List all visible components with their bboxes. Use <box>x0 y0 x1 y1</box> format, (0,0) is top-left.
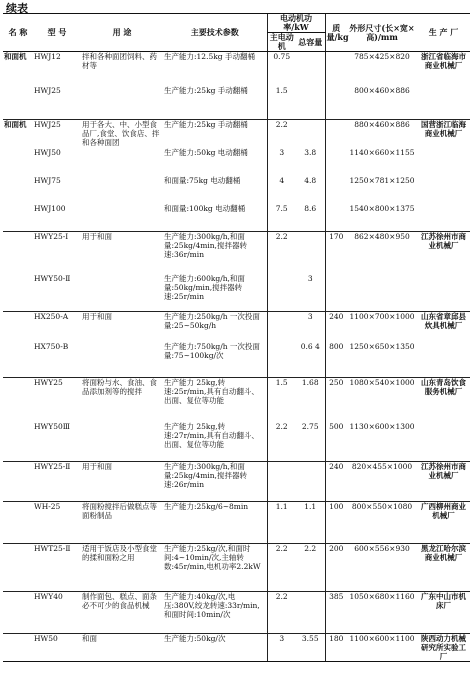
table-row <box>3 86 470 120</box>
cell-total: 1.68 <box>296 378 325 422</box>
cell-mass: 250 <box>325 378 347 422</box>
cell-main: 3 <box>267 148 296 176</box>
cell-total: 0.6 4 <box>300 341 320 351</box>
cell-main: 2.2 <box>267 592 296 634</box>
cell-name <box>3 634 33 662</box>
cell-mass <box>325 176 347 204</box>
cell-total: 3 <box>307 273 313 283</box>
cell-name <box>3 312 33 342</box>
table-row <box>3 312 470 342</box>
cell-use: 用于和面 <box>81 312 163 342</box>
cell-model: HWY25-Ⅰ <box>33 232 81 274</box>
cell-dims: 1140×660×1155 <box>349 147 415 157</box>
cell-use <box>81 86 163 120</box>
cell-main: 1.1 <box>267 502 296 544</box>
table-row <box>3 592 470 634</box>
cell-model: HWY40 <box>33 592 81 634</box>
table-row <box>3 120 470 148</box>
cell-params: 生产能力 25kg,转速:27r/min,具有自动翻斗、出面、复位等功能 <box>164 421 259 449</box>
table-row <box>3 422 470 462</box>
cell-name <box>3 502 33 544</box>
cell-mass: 240 <box>325 462 347 502</box>
cell-mass <box>325 204 347 232</box>
cell-mass: 500 <box>325 422 347 462</box>
cell-model: HWJ100 <box>34 203 66 213</box>
cell-mass <box>325 120 347 148</box>
cell-total: 1.1 <box>296 502 325 544</box>
cell-use: 和面 <box>81 634 163 662</box>
cell-dims: 1250×650×1350 <box>349 341 415 351</box>
cell-dims: 785×425×820 <box>347 52 417 86</box>
table-row <box>3 342 470 378</box>
cell-mfr <box>417 274 470 312</box>
cell-mass <box>325 52 347 86</box>
cell-mfr <box>417 86 470 120</box>
cell-name <box>3 544 33 592</box>
header-dims: 外形尺寸(长×宽×高)/mm <box>347 14 417 52</box>
header-use: 用 途 <box>81 14 163 52</box>
cell-params: 生产能力 25kg,转速:25r/min,具有自动翻斗、出面、复位等功能 <box>163 378 267 422</box>
cell-dims <box>347 274 417 312</box>
cell-mfr <box>417 342 470 378</box>
header-power: 电动机功率/kW <box>267 14 325 33</box>
cell-params: 生产能力:300kg/h,和面量:25kg/4min,搅拌器转速:36r/min <box>163 232 267 274</box>
table-row <box>3 502 470 544</box>
cell-name <box>3 148 33 176</box>
cell-model: WH-25 <box>33 502 81 544</box>
cell-mass <box>325 86 347 120</box>
cell-mfr: 浙江省临海市商业机械厂 <box>417 52 470 86</box>
cell-mfr: 江苏徐州市商业机械厂 <box>417 462 470 502</box>
cell-model: HW50 <box>33 634 81 662</box>
cell-dims: 1100×600×1100 <box>347 634 417 662</box>
cell-dims: 1100×700×1000 <box>347 312 417 342</box>
cell-total: 3.8 <box>304 147 317 157</box>
cell-name: 和面机 <box>3 52 33 86</box>
cell-main: 1.5 <box>267 86 296 120</box>
cell-main: 3 <box>267 634 296 662</box>
cell-mass: 170 <box>325 232 347 274</box>
cell-mfr: 黑龙江哈尔滨商业机械厂 <box>417 544 470 592</box>
cell-mfr: 江苏徐州市商业机械厂 <box>417 232 470 274</box>
cell-use: 适用于饭店及小型食堂的揉和面粉之用 <box>81 544 163 592</box>
header-power-total: 总容量 <box>296 33 325 52</box>
cell-dims: 880×460×886 <box>347 120 417 148</box>
cell-name <box>3 232 33 274</box>
table-row <box>3 176 470 204</box>
cell-mfr: 陕西动力机械研究所实验工厂 <box>417 634 470 662</box>
cell-use <box>81 176 163 204</box>
cell-mass <box>325 274 347 312</box>
cell-name <box>3 422 33 462</box>
cell-use <box>81 422 163 462</box>
header-params: 主要技术参数 <box>163 14 267 52</box>
cell-name <box>3 86 33 120</box>
table-body <box>3 52 470 662</box>
cell-model: HWT25-Ⅱ <box>33 544 81 592</box>
cell-total: 2.75 <box>301 421 319 431</box>
table-row <box>3 634 470 662</box>
cell-mfr: 广东中山市机床厂 <box>417 592 470 634</box>
cell-mfr: 国营浙江临海商业机械厂 <box>417 120 470 148</box>
cell-params: 生产能力:12.5kg 手动翻桶 <box>163 52 267 86</box>
cell-params: 生产能力:250kg/h 一次投面量:25~50kg/h <box>163 312 267 342</box>
header-mfr: 生 产 厂 <box>417 14 470 52</box>
cell-mfr <box>417 148 470 176</box>
cell-use: 用于和面 <box>81 462 163 502</box>
cell-params: 生产能力:25kg 手动翻桶 <box>164 85 248 95</box>
cell-total <box>296 232 325 274</box>
table-row <box>3 148 470 176</box>
cell-dims: 1250×781×1250 <box>349 175 415 185</box>
cell-mass: 200 <box>325 544 347 592</box>
table-row <box>3 378 470 422</box>
cell-name <box>3 378 33 422</box>
header-name: 名 称 <box>3 14 33 52</box>
cell-use <box>81 342 163 378</box>
cell-total <box>296 86 325 120</box>
cell-use <box>81 148 163 176</box>
header-model: 型 号 <box>33 14 81 52</box>
cell-main: 2.2 <box>267 232 296 274</box>
cell-dims: 1130×600×1300 <box>349 421 415 431</box>
cell-dims: 800×550×1080 <box>347 502 417 544</box>
cell-mfr: 山东省章邱县炊具机械厂 <box>417 312 470 342</box>
cell-model: HX750-B <box>34 341 69 351</box>
cell-mass: 240 <box>325 312 347 342</box>
cell-dims: 800×460×886 <box>354 85 410 95</box>
cell-total: 2.2 <box>296 544 325 592</box>
cell-dims: 1050×680×1160 <box>347 592 417 634</box>
cell-use: 用于各大、中、小型食品厂,食堂、饮食店、拌和各种面团 <box>81 120 163 148</box>
cell-mass <box>325 148 347 176</box>
cell-params: 生产能力:750kg/h 一次投面量:75~100kg/次 <box>164 341 260 360</box>
cell-use: 拌和各种面团饲料、药材等 <box>81 52 163 86</box>
cell-name <box>3 342 33 378</box>
header-power-main: 主电动机 <box>267 33 296 52</box>
cell-params: 生产能力:25kg 手动翻桶 <box>163 120 267 148</box>
cell-model: HWJ50 <box>34 147 61 157</box>
cell-total: 3.55 <box>296 634 325 662</box>
equipment-table <box>3 13 470 662</box>
table-row <box>3 204 470 232</box>
cell-name <box>3 274 33 312</box>
cell-model: HWY50-Ⅱ <box>34 273 71 283</box>
cell-total <box>296 592 325 634</box>
cell-use: 制作面包、糕点、面条必不可少的食品机械 <box>81 592 163 634</box>
cell-mass: 100 <box>325 502 347 544</box>
cell-name <box>3 204 33 232</box>
cell-model: HWY50Ⅲ <box>34 421 70 431</box>
cell-mfr: 广西柳州商业机械厂 <box>417 502 470 544</box>
cell-name <box>3 176 33 204</box>
header-mass: 质量/kg <box>325 14 347 52</box>
cell-mass: 180 <box>325 634 347 662</box>
cell-use: 将面粉与水、食油、食品添加剂等的搅拌 <box>81 378 163 422</box>
cell-main: 4 <box>267 176 296 204</box>
cell-params: 生产能力:25kg/6~8min <box>163 502 267 544</box>
cell-main <box>267 274 296 312</box>
cell-dims: 1080×540×1000 <box>347 378 417 422</box>
cell-total: 4.8 <box>304 175 317 185</box>
cell-name <box>3 592 33 634</box>
cell-model: HWJ12 <box>33 52 81 86</box>
cell-main: 1.5 <box>267 378 296 422</box>
cell-main: 0.75 <box>267 52 296 86</box>
table-row <box>3 544 470 592</box>
cell-main <box>267 312 296 342</box>
cell-name <box>3 462 33 502</box>
cell-main: 2.2 <box>267 120 296 148</box>
cell-dims: 862×480×950 <box>347 232 417 274</box>
cell-params: 生产能力:40kg/次,电压:380V,绞龙转速:33r/min,和面时间:10min/次 <box>163 592 267 634</box>
cell-model: HWJ25 <box>34 85 61 95</box>
cell-main: 2.2 <box>267 544 296 592</box>
cell-params: 生产能力:50kg/次 <box>163 634 267 662</box>
cell-mfr: 山东青岛饮食服务机械厂 <box>417 378 470 422</box>
cell-model: HWY25 <box>33 378 81 422</box>
cell-use: 用于和面 <box>81 232 163 274</box>
cell-model: HX250-A <box>33 312 81 342</box>
cell-dims: 1540×800×1375 <box>349 203 415 213</box>
cell-mfr <box>417 422 470 462</box>
cell-use: 将面粉搅拌后做糕点等面粉制品 <box>81 502 163 544</box>
cell-total <box>296 120 325 148</box>
cell-params: 生产能力:25kg/次,和面时间:4~10min/次,主轴转数:45r/min,电机功率2.2kW <box>163 544 267 592</box>
cell-use <box>81 274 163 312</box>
cell-name: 和面机 <box>3 120 33 148</box>
page-title: 续表 <box>6 2 28 15</box>
cell-use <box>81 204 163 232</box>
cell-main <box>267 342 296 378</box>
cell-mass: 800 <box>325 342 347 378</box>
table-row <box>3 274 470 312</box>
cell-params: 生产能力:600kg/h,和面量:50kg/min,搅拌器转速:25r/min <box>164 273 245 301</box>
cell-model: HWY25-Ⅱ <box>33 462 81 502</box>
cell-mfr <box>417 204 470 232</box>
table-row <box>3 232 470 274</box>
cell-main: 2.2 <box>267 422 296 462</box>
cell-params: 和面量:100kg 电动翻桶 <box>164 203 246 213</box>
cell-main <box>267 462 296 502</box>
cell-model: HWJ25 <box>33 120 81 148</box>
cell-dims: 600×556×930 <box>347 544 417 592</box>
cell-mfr <box>417 176 470 204</box>
cell-total: 3 <box>296 312 325 342</box>
cell-total <box>296 462 325 502</box>
table-row <box>3 52 470 86</box>
cell-model: HWJ75 <box>34 175 61 185</box>
cell-params: 生产能力:300kg/h,和面量:25kg/4min,搅拌器转速:26r/min <box>163 462 267 502</box>
cell-dims: 820×455×1000 <box>347 462 417 502</box>
cell-total <box>296 52 325 86</box>
cell-total: 8.6 <box>304 203 317 213</box>
cell-main: 7.5 <box>267 204 296 232</box>
cell-params: 生产能力:50kg 电动翻桶 <box>164 147 248 157</box>
table-row <box>3 462 470 502</box>
cell-params: 和面量:75kg 电动翻桶 <box>164 175 241 185</box>
cell-mass: 385 <box>325 592 347 634</box>
